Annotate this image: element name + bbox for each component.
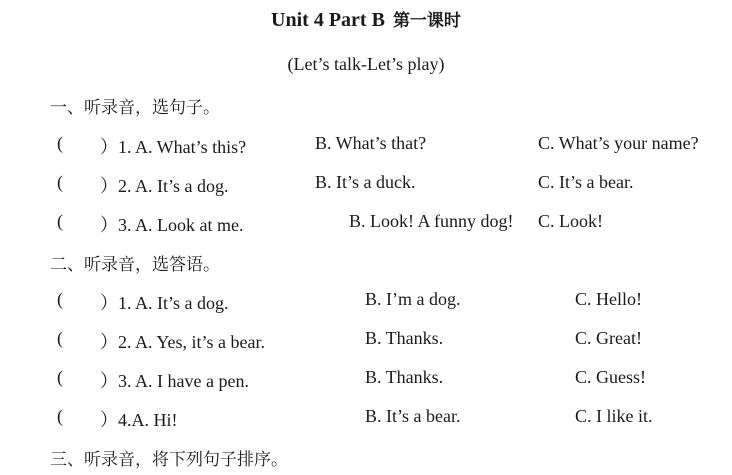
section-heading-3: 三、听录音，将下列句子排序。	[50, 450, 288, 470]
option-c: C. I like it.	[575, 406, 653, 426]
answer-blank: (	[57, 211, 63, 231]
answer-blank: (	[57, 133, 63, 153]
title-text: Unit 4 Part B	[271, 9, 385, 31]
answer-blank: (	[57, 406, 63, 426]
page-title	[0, 6, 732, 32]
option-b: B. I’m a dog.	[365, 289, 461, 309]
option-b: B. Look! A funny dog!	[349, 211, 514, 231]
option-a: ）1. A. It’s a dog.	[100, 293, 229, 313]
answer-blank: (	[57, 367, 63, 387]
option-b: B. It’s a duck.	[315, 172, 416, 192]
answer-blank: (	[57, 172, 63, 192]
option-c: C. It’s a bear.	[538, 172, 634, 192]
option-c: C. What’s your name?	[538, 133, 699, 153]
option-a: ）1. A. What’s this?	[100, 137, 247, 157]
option-a: ）2. A. It’s a dog.	[100, 176, 229, 196]
option-b: B. It’s a bear.	[365, 406, 461, 426]
option-c: C. Hello!	[575, 289, 642, 309]
option-c: C. Look!	[538, 211, 603, 231]
option-a: ）4.A. Hi!	[100, 410, 178, 430]
option-b: B. Thanks.	[365, 328, 444, 348]
page-subtitle: (Let’s talk-Let’s play)	[287, 54, 445, 74]
answer-blank: (	[57, 289, 63, 309]
option-b: B. Thanks.	[365, 367, 444, 387]
answer-blank: (	[57, 328, 63, 348]
title-cn-text: 第一课时	[392, 11, 461, 31]
option-a: ）3. A. Look at me.	[100, 215, 244, 235]
section-heading-2: 二、听录音，选答语。	[50, 255, 220, 275]
option-c: C. Guess!	[575, 367, 646, 387]
option-a: ）2. A. Yes, it’s a bear.	[100, 332, 266, 352]
option-a: ）3. A. I have a pen.	[100, 371, 249, 391]
section-heading-1: 一、听录音，选句子。	[50, 98, 220, 118]
option-b: B. What’s that?	[315, 133, 427, 153]
option-c: C. Great!	[575, 328, 642, 348]
